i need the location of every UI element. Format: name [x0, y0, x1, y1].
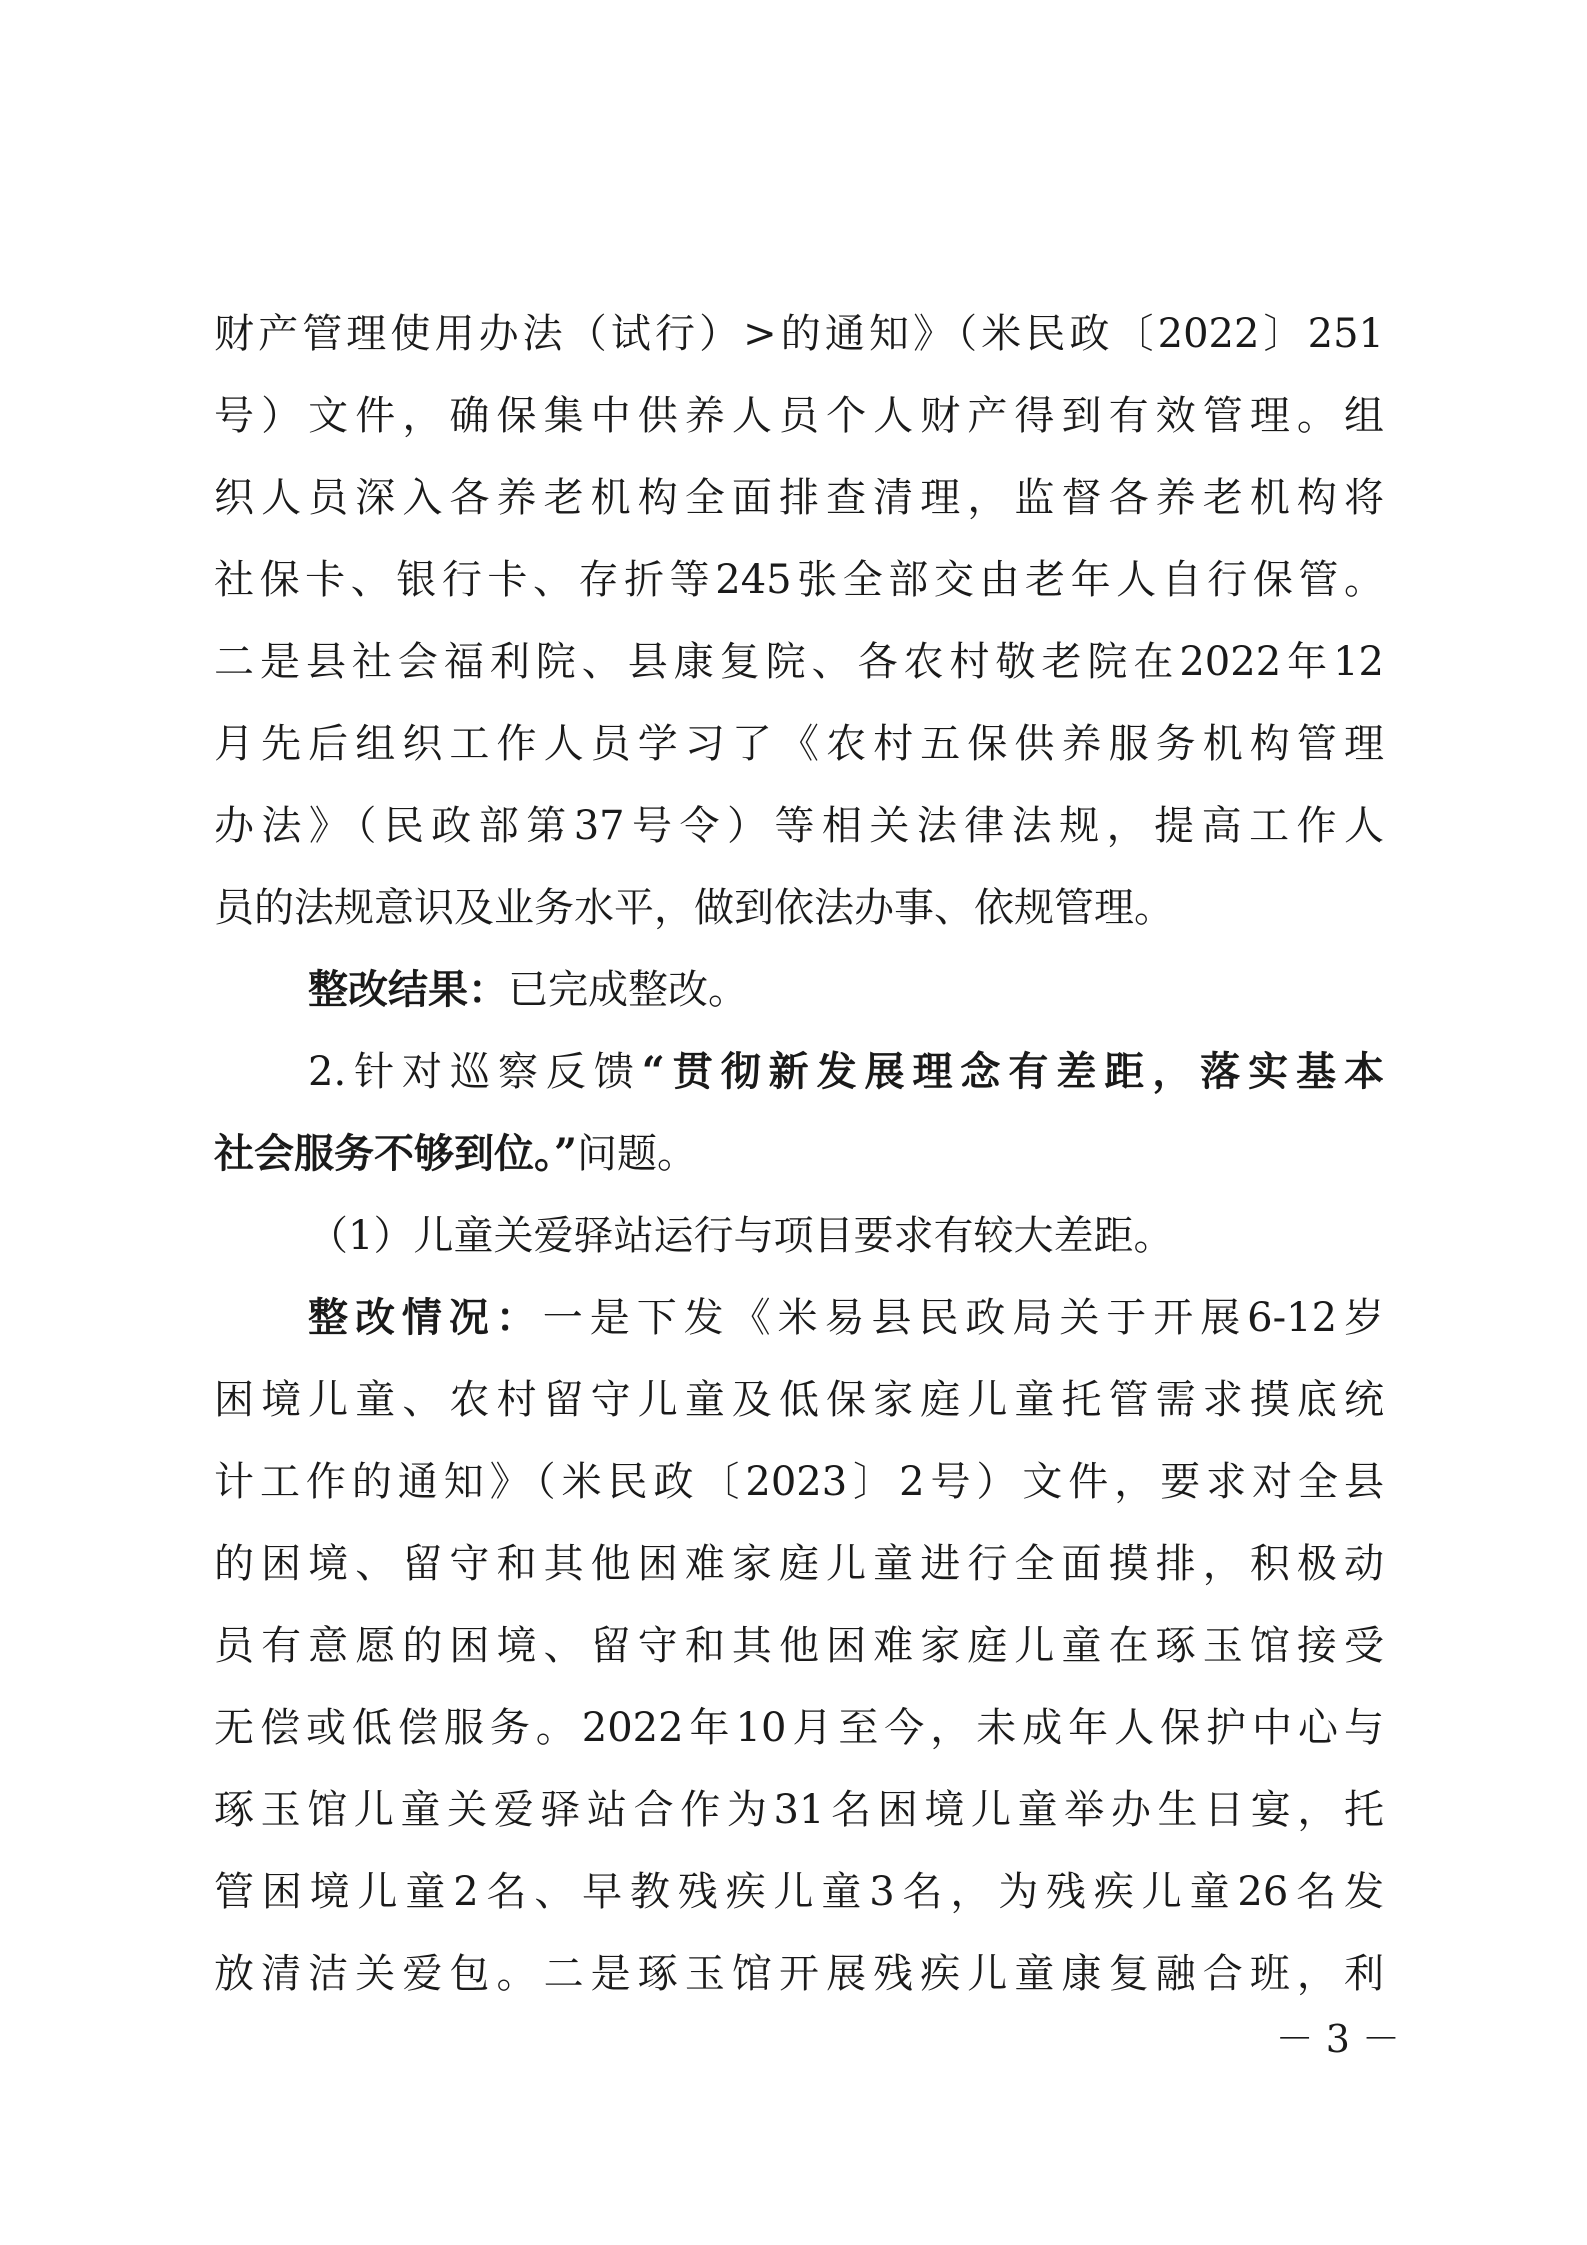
body-line: 管困境儿童2名、早教残疾儿童3名，为残疾儿童26名发 [214, 1869, 1384, 1915]
body-line: 员有意愿的困境、留守和其他困难家庭儿童在琢玉馆接受 [214, 1623, 1384, 1669]
body-line: 财产管理使用办法（试行）>的通知》（米民政〔2022〕251 [214, 311, 1384, 357]
body-line: 困境儿童、农村留守儿童及低保家庭儿童托管需求摸底统 [214, 1377, 1384, 1423]
body-line: 社保卡、银行卡、存折等245张全部交由老年人自行保管。 [214, 557, 1384, 603]
body-line: 号）文件，确保集中供养人员个人财产得到有效管理。组 [214, 393, 1384, 439]
body-line: 办法》（民政部第37号令）等相关法律法规，提高工作人 [214, 803, 1384, 849]
situation-first-line [308, 1287, 1384, 1349]
feedback-suffix: 问题。 [577, 1131, 698, 1177]
situation-text: 一是下发《米易县民政局关于开展6-12岁 [542, 1295, 1384, 1341]
page-number: － 3 － [1275, 2017, 1400, 2061]
body-line: 无偿或低偿服务。2022年10月至今，未成年人保护中心与 [214, 1705, 1384, 1751]
body-line: 二是县社会福利院、县康复院、各农村敬老院在2022年12 [214, 639, 1384, 685]
body-line: 的困境、留守和其他困难家庭儿童进行全面摸排，积极动 [214, 1541, 1384, 1587]
situation-label: 整改情况： [308, 1294, 543, 1341]
body-line: 放清洁关爱包。二是琢玉馆开展残疾儿童康复融合班，利 [214, 1951, 1384, 1997]
body-line: 月先后组织工作人员学习了《农村五保供养服务机构管理 [214, 721, 1384, 767]
body-line: 琢玉馆儿童关爱驿站合作为31名困境儿童举办生日宴，托 [214, 1787, 1384, 1833]
body-line: 计工作的通知》（米民政〔2023〕2号）文件，要求对全县 [214, 1459, 1384, 1505]
feedback-prefix: 2.针对巡察反馈 [308, 1049, 642, 1095]
result-label: 整改结果： [308, 966, 508, 1013]
rectification-result [308, 959, 1384, 1021]
result-text: 已完成整改。 [508, 967, 748, 1013]
body-line: 织人员深入各养老机构全面排查清理，监督各养老机构将 [214, 475, 1384, 521]
sub-heading: （1）儿童关爱驿站运行与项目要求有较大差距。 [308, 1213, 1174, 1259]
body-line: 员的法规意识及业务水平，做到依法办事、依规管理。 [214, 885, 1174, 931]
feedback-item-line [214, 1123, 1384, 1185]
feedback-quote: 社会服务不够到位。” [214, 1130, 578, 1177]
feedback-item-line [308, 1041, 1384, 1103]
feedback-quote: “贯彻新发展理念有差距，落实基本 [641, 1048, 1384, 1095]
